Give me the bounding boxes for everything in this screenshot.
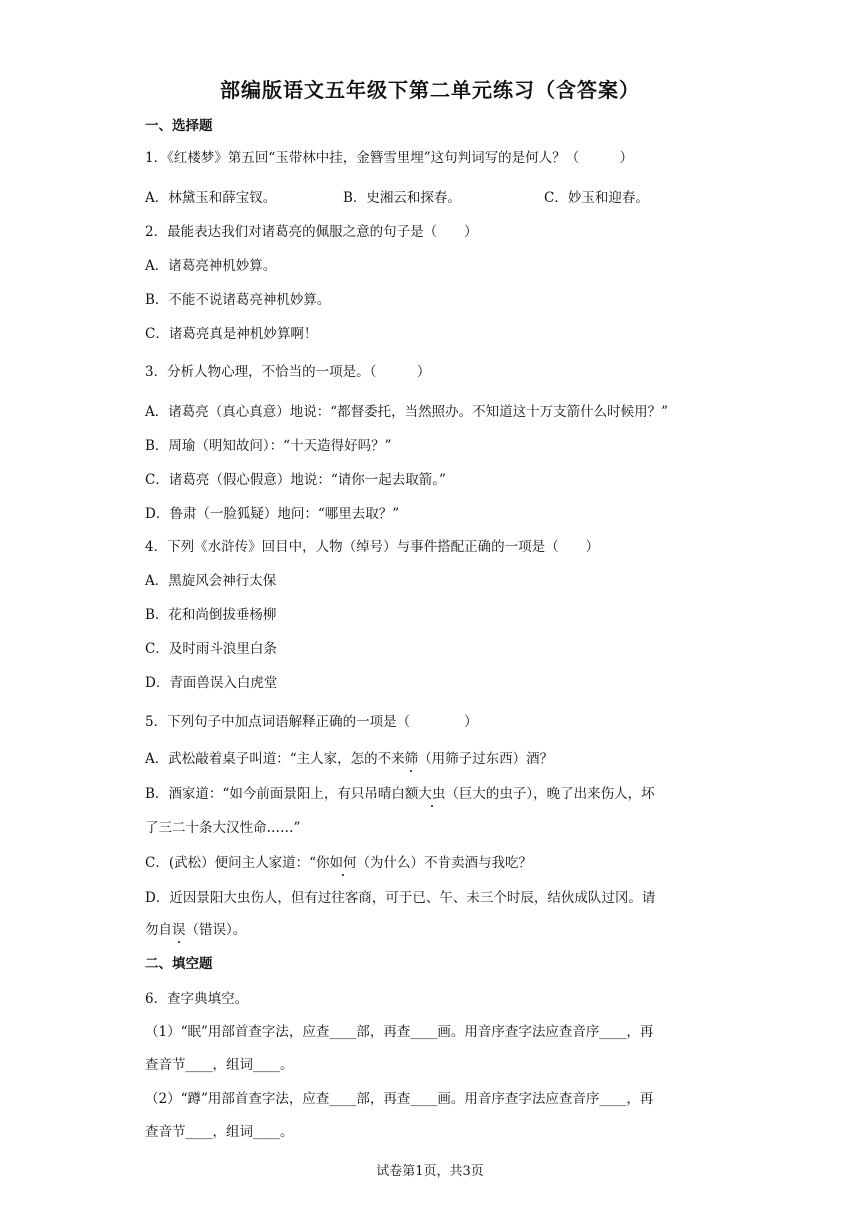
page-footer: 试卷第1页，共3页 [376,1164,484,1179]
question-1-stem: 1．《红楼梦》第五回“玉带林中挂，金簪雪里埋”这句判词写的是何人？（ ） [145,150,634,166]
option-b-text-after: （巨大的虫子），晚了出来伤人，坏 [445,786,655,802]
question-5-option-b-line-2: 了三二十条大汉性命……” [145,820,301,836]
question-2-stem: 2．最能表达我们对诸葛亮的佩服之意的句子是（ ） [145,224,478,240]
question-2-option-a: A．诸葛亮神机妙算。 [145,258,277,274]
question-5-option-c [145,851,532,871]
question-1-option-a: A．林黛玉和薛宝钗。 [145,190,277,206]
option-a-text-before: A．武松敲着桌子叫道：“主人家，怎的不来 [145,751,405,767]
question-2-option-b: B．不能不说诸葛亮神机妙算。 [145,292,331,308]
question-5-option-b-line-1 [145,782,655,802]
option-c-text-after: （为什么）不肯卖酒与我吃？ [356,855,532,871]
question-5-option-d-line-1: D．近因景阳大虫伤人，但有过往客商，可于已、午、未三个时辰，结伙成队过冈。请 [145,890,656,906]
question-3-option-b: B．周瑜（明知故问）：“十天造得好吗？” [145,438,392,454]
option-d-text-after: （错误）。 [185,922,247,938]
section-heading-choice: 一、选择题 [145,118,213,134]
section-heading-fill: 二、填空题 [145,956,213,972]
question-3-stem: 3．分析人物心理，不恰当的一项是。（ ） [145,364,431,380]
question-4-stem: 4．下列《水浒传》回目中，人物（绰号）与事件搭配正确的一项是（ ） [145,539,600,555]
dotted-word-wu: 误 [172,918,186,938]
dotted-word-shai: 筛 [405,747,419,767]
question-6-stem: 6．查字典填空。 [145,991,249,1007]
question-3-option-c: C．诸葛亮（假心假意）地说：“请你一起去取箭。” [145,472,446,488]
question-6-part-1-line-1: （1）“眠”用部首查字法，应查____部，再查____画。用音序查字法应查音序____，再 [145,1024,654,1040]
question-6-part-2-line-1: （2）“蹲”用部首查字法，应查____部，再查____画。用音序查字法应查音序____，再 [145,1091,654,1107]
question-1-option-b: B．史湘云和探春。 [343,190,461,206]
question-2-option-c: C．诸葛亮真是神机妙算啊！ [145,326,318,342]
question-4-option-c: C．及时雨斗浪里白条 [145,641,277,657]
option-c-text-before: C．(武松）便问主人家道：“你 [145,855,330,871]
question-6-part-2-line-2: 查音节____，组词____。 [145,1124,294,1140]
dotted-word-dachong: 大虫 [418,782,445,802]
option-b-text-before: B．酒家道：“如今前面景阳上，有只吊晴白额 [145,786,419,802]
question-5-option-a [145,747,553,767]
option-d-text-before: 勿自 [145,922,172,938]
question-4-option-d: D．青面兽误入白虎堂 [145,675,278,691]
question-4-option-b: B．花和尚倒拔垂杨柳 [145,607,277,623]
question-5-stem: 5．下列句子中加点词语解释正确的一项是（ ） [145,714,478,730]
option-a-text-after: （用筛子过东西）酒？ [418,751,554,767]
question-5-option-d-line-2 [145,918,246,938]
dotted-word-ruhe: 如何 [330,851,357,871]
question-3-option-d: D．鲁肃（一脸狐疑）地问：“哪里去取？” [145,506,400,522]
question-4-option-a: A．黑旋风会神行太保 [145,573,277,589]
question-6-part-1-line-2: 查音节____，组词____。 [145,1057,294,1073]
page-title: 部编版语文五年级下第二单元练习（含答案） [220,78,640,102]
question-1-option-c: C．妙玉和迎春。 [544,190,649,206]
question-3-option-a: A．诸葛亮（真心真意）地说：“都督委托，当然照办。不知道这十万支箭什么时候用？” [145,404,669,420]
